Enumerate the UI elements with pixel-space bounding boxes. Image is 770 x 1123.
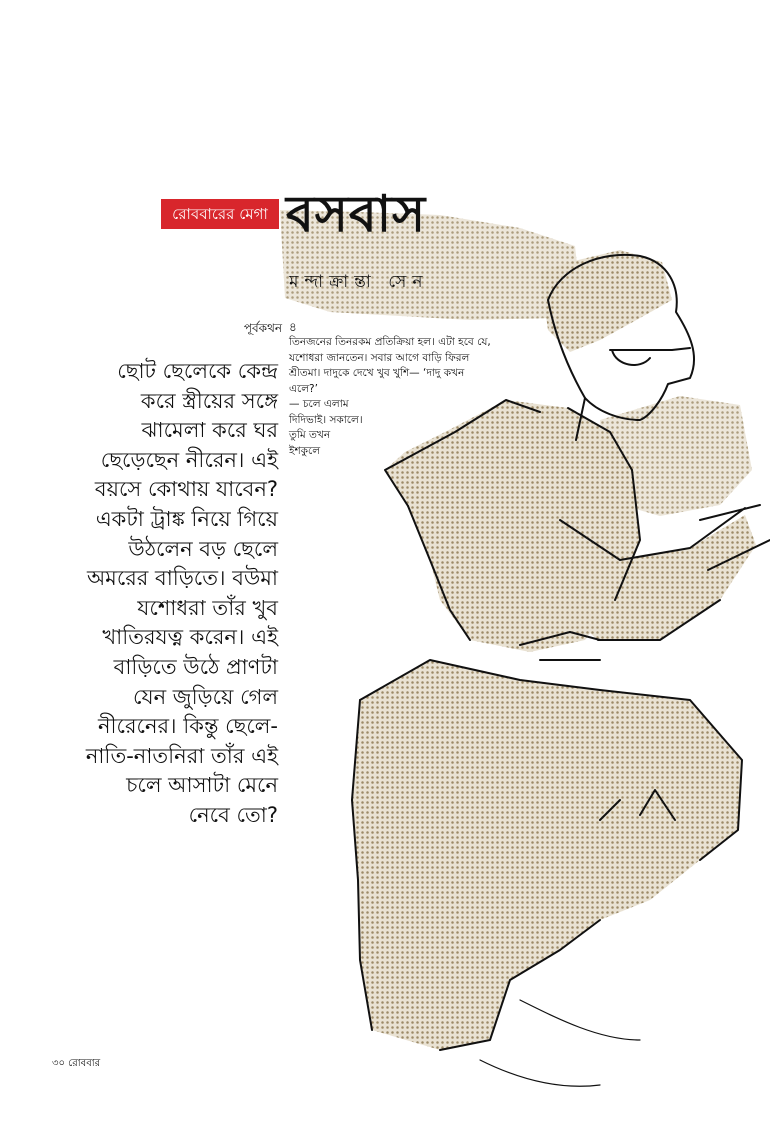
synopsis-line: নাতি-নাতনিরা তাঁর এই xyxy=(85,743,278,768)
synopsis-line: উঠলেন বড় ছেলে xyxy=(128,536,278,561)
synopsis-line: একটা ট্রাঙ্ক নিয়ে গিয়ে xyxy=(95,506,278,531)
synopsis-line: নেবে তো? xyxy=(188,802,278,827)
synopsis-line: ঝামেলা করে ঘর xyxy=(141,418,278,443)
synopsis-line: ছোট ছেলেকে কেন্দ্র xyxy=(117,359,278,383)
synopsis-line: যশোধরা তাঁর খুব xyxy=(137,595,278,620)
synopsis-line: চলে আসাটা মেনে xyxy=(126,773,278,798)
page-folio: ৩০ রোববার xyxy=(52,1058,101,1069)
synopsis-line: অমরের বাড়িতে। বউমা xyxy=(86,566,278,591)
synopsis-line: বাড়িতে উঠে প্রাণটা xyxy=(113,654,278,679)
synopsis-line: যেন জুড়িয়ে গেল xyxy=(132,684,278,709)
synopsis-line: বয়সে কোথায় যাবেন? xyxy=(94,477,278,502)
story-line: যশোধরা জানতেন। সবার আগে বাড়ি ফিরল xyxy=(289,351,470,364)
chapter-number: ৪ xyxy=(289,320,297,334)
story-line: এলে?’ xyxy=(289,382,318,395)
synopsis-line: নীরেনের। কিন্তু ছেলে- xyxy=(98,714,278,739)
story-line: ইশকুলে xyxy=(289,444,321,457)
synopsis-line: করে স্ত্রীয়ের সঙ্গে xyxy=(140,388,278,413)
story-line: শ্রীতমা। দাদুকে দেখে খুব খুশি— ‘দাদু কখন xyxy=(289,367,465,379)
story-text xyxy=(289,335,491,459)
legs-shape xyxy=(352,660,742,1050)
author-byline: মন্দাক্রান্তা সেন xyxy=(289,272,429,292)
story-line: তিনজনের তিনরকম প্রতিক্রিয়া হল। এটা হবে যে, xyxy=(289,336,491,348)
story-line: তুমি তখন xyxy=(289,429,331,441)
page-title: বসবাস xyxy=(286,185,427,243)
synopsis-line: খাতিরযত্ন করেন। এই xyxy=(102,625,278,650)
synopsis-block xyxy=(52,357,278,831)
story-line: দিদিভাই। সকালে। xyxy=(289,413,363,426)
synopsis-line: ছেড়েছেন নীরেন। এই xyxy=(100,447,278,472)
series-badge: রোববারের মেগা xyxy=(161,199,279,229)
previously-label: পূর্বকথন xyxy=(243,321,282,335)
story-line: — চলে এলাম xyxy=(289,398,349,410)
